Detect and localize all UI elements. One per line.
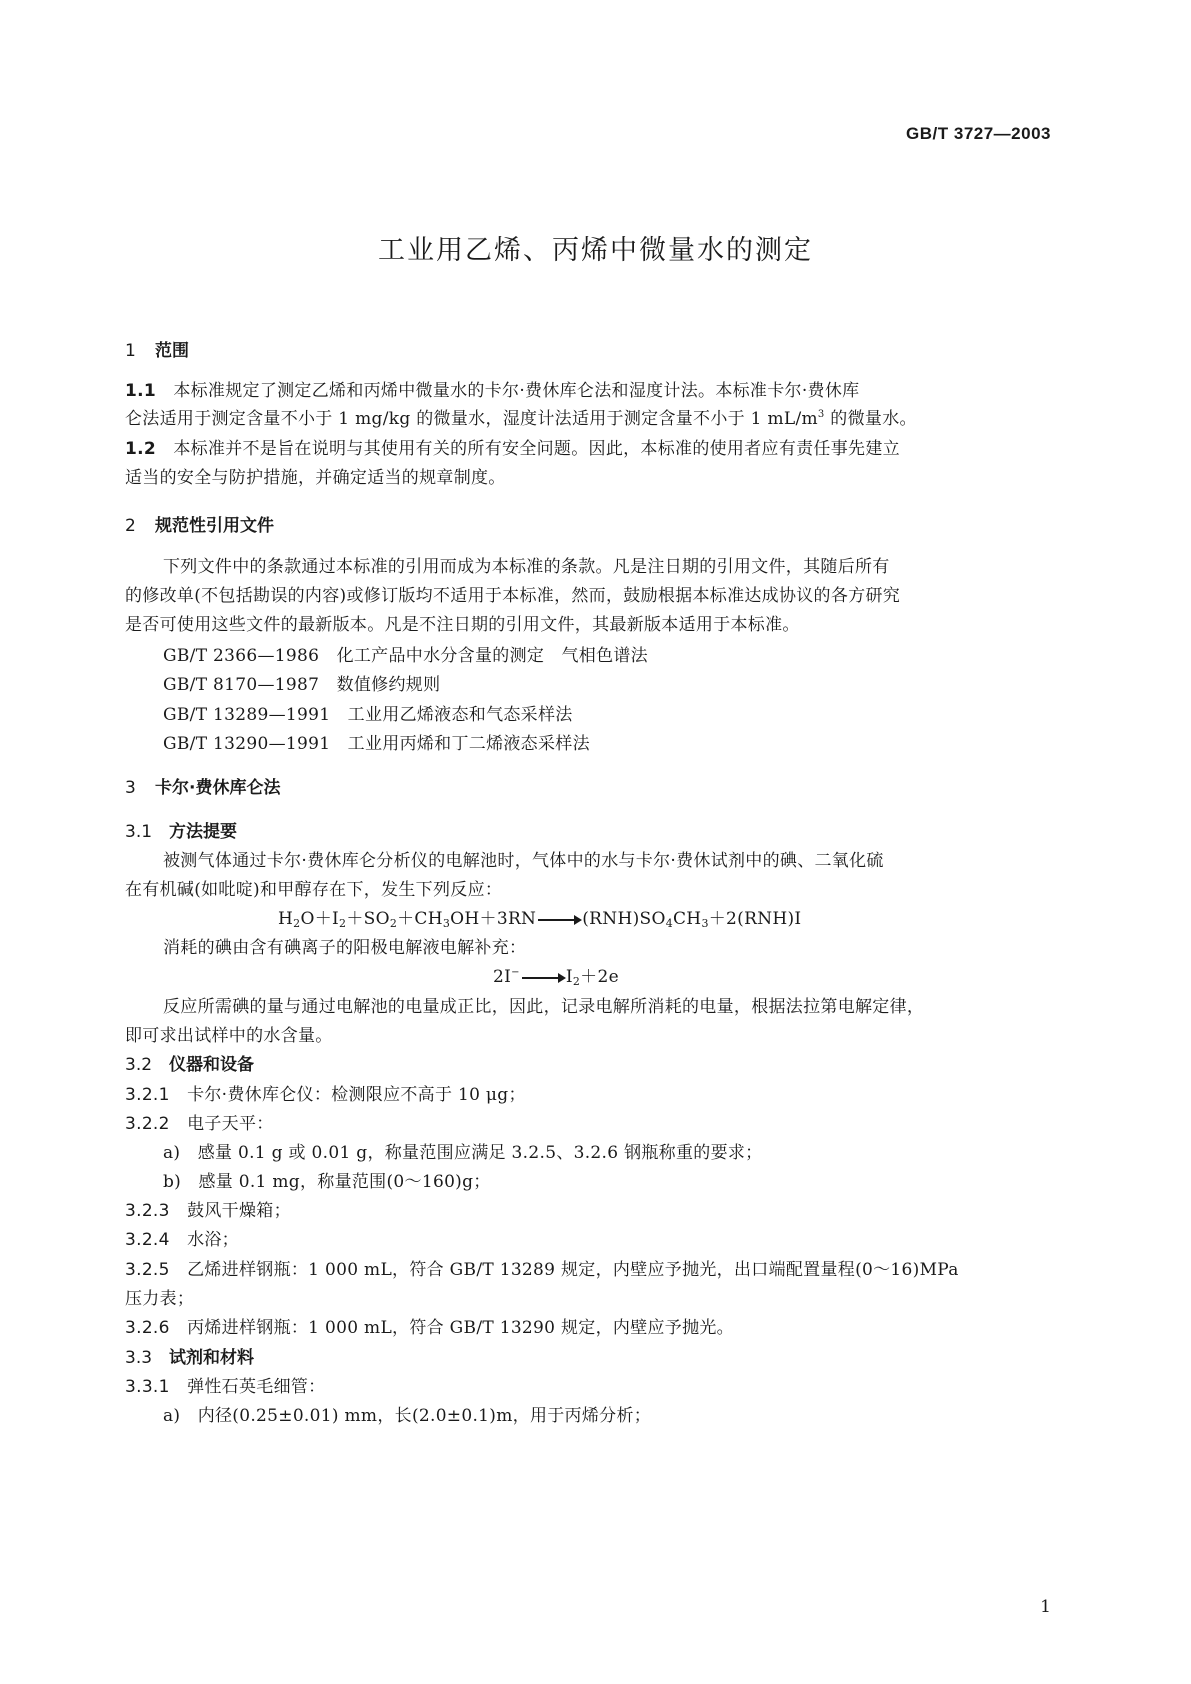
reference-item: GB/T 8170—1987 数值修约规则	[163, 675, 441, 695]
text: 乙烯进样钢瓶：1 000 mL，符合 GB/T 13289 规定，内壁应予抛光，出口端配置量程(0～16)MPa	[187, 1260, 959, 1280]
subsection-title: 试剂和材料	[169, 1348, 255, 1368]
section-number: 2	[125, 516, 136, 536]
paragraph-3-1-line5: 即可求出试样中的水含量。	[125, 1026, 333, 1046]
page-number: 1	[1040, 1597, 1051, 1617]
text: 水浴；	[187, 1230, 239, 1250]
text: 弹性石英毛细管：	[187, 1377, 326, 1397]
eq-part: OH＋3RN	[450, 909, 537, 929]
text: 感量 0.1 mg，称量范围(0～160)g；	[198, 1172, 491, 1192]
section-2-para-line3: 是否可使用这些文件的最新版本。凡是不注日期的引用文件，其最新版本适用于本标准。	[125, 615, 800, 635]
list-item-a	[163, 1138, 762, 1163]
eq-part: I	[565, 967, 573, 987]
eq-part: ＋SO	[346, 909, 390, 929]
clause-3-2-4	[125, 1225, 239, 1250]
clause-number: 3.2	[125, 1055, 153, 1075]
subscript: 2	[572, 975, 581, 988]
eq-part: O＋I	[300, 909, 340, 929]
text: 感量 0.1 g 或 0.01 g，称量范围应满足 3.2.5、3.2.6 钢瓶称重的要求；	[197, 1143, 763, 1163]
eq-part: ＋2e	[580, 967, 619, 987]
subsection-3-1-heading	[125, 817, 237, 842]
clause-3-2-2	[125, 1109, 274, 1134]
text: 卡尔·费休库仑仪：检测限应不高于 10 μg；	[187, 1085, 526, 1105]
text: 电子天平：	[187, 1114, 274, 1134]
paragraph-1-2	[125, 434, 900, 459]
text: 本标准并不是旨在说明与其使用有关的所有安全问题。因此，本标准的使用者应有责任事先建立	[173, 439, 900, 459]
list-item-b	[163, 1167, 491, 1192]
subsection-title: 方法提要	[169, 822, 238, 842]
clause-number: 3.3.1	[125, 1377, 170, 1397]
section-title: 卡尔·费休库仑法	[155, 778, 281, 798]
clause-number: 3.1	[125, 822, 153, 842]
clause-3-2-6	[125, 1313, 734, 1338]
document-title: 工业用乙烯、丙烯中微量水的测定	[378, 235, 813, 266]
subscript: 3	[442, 917, 451, 930]
eq-part: CH	[673, 909, 702, 929]
subscript: 2	[389, 917, 398, 930]
section-2-para-line2: 的修改单(不包括勘误的内容)或修订版均不适用于本标准，然而，鼓励根据本标准达成协议的各方研究	[125, 586, 901, 606]
section-title: 规范性引用文件	[155, 516, 274, 536]
section-title: 范围	[155, 341, 189, 361]
paragraph-3-1-line1: 被测气体通过卡尔·费休库仑分析仪的电解池时，气体中的水与卡尔·费休试剂中的碘、二氧化硫	[163, 851, 884, 871]
subsection-3-3-heading	[125, 1343, 254, 1368]
reaction-arrow-icon	[522, 977, 564, 979]
clause-number: 1.1	[125, 381, 157, 401]
reaction-arrow-icon	[538, 919, 580, 921]
superscript: 3	[817, 409, 825, 420]
section-3-heading	[125, 773, 280, 798]
eq-part: 2I	[493, 967, 512, 987]
subscript: 2	[293, 917, 301, 930]
section-2-heading	[125, 511, 274, 536]
subsection-title: 仪器和设备	[169, 1055, 255, 1075]
section-1-heading	[125, 336, 189, 361]
eq-part: ＋2(RNH)I	[708, 909, 802, 929]
paragraph-3-1-line2: 在有机碱(如吡啶)和甲醇存在下，发生下列反应：	[125, 880, 503, 900]
clause-number: 3.2.5	[125, 1260, 170, 1280]
text: 的微量水。	[824, 409, 917, 429]
paragraph-1-1	[125, 376, 859, 401]
electrolysis-equation	[493, 962, 619, 988]
clause-number: 3.2.6	[125, 1318, 170, 1338]
clause-3-3-1	[125, 1372, 325, 1397]
list-marker: a)	[163, 1143, 181, 1163]
paragraph-1-2-cont: 适当的安全与防护措施，并确定适当的规章制度。	[125, 468, 506, 488]
list-marker: b)	[163, 1172, 182, 1192]
superscript: −	[511, 967, 520, 978]
text: 丙烯进样钢瓶：1 000 mL，符合 GB/T 13290 规定，内壁应予抛光。	[187, 1318, 734, 1338]
section-number: 3	[125, 778, 136, 798]
subscript: 2	[339, 917, 347, 930]
text: 鼓风干燥箱；	[187, 1201, 291, 1221]
reference-item: GB/T 2366—1986 化工产品中水分含量的测定 气相色谱法	[163, 646, 648, 666]
reaction-equation	[278, 904, 801, 930]
reference-item: GB/T 13289—1991 工业用乙烯液态和气态采样法	[163, 705, 573, 725]
eq-part: H	[278, 909, 294, 929]
clause-number: 3.3	[125, 1348, 153, 1368]
section-number: 1	[125, 341, 136, 361]
reference-item: GB/T 13290—1991 工业用丙烯和丁二烯液态采样法	[163, 734, 590, 754]
text: 仑法适用于测定含量不小于 1 mg/kg 的微量水，湿度计法适用于测定含量不小于 1 mL/m	[125, 409, 818, 429]
clause-3-2-5	[125, 1255, 959, 1280]
text: 本标准规定了测定乙烯和丙烯中微量水的卡尔·费休库仑法和湿度计法。本标准卡尔·费休库	[173, 381, 860, 401]
clause-number: 3.2.2	[125, 1114, 170, 1134]
subsection-3-2-heading	[125, 1050, 254, 1075]
clause-number: 3.2.1	[125, 1085, 170, 1105]
clause-number: 3.2.3	[125, 1201, 170, 1221]
paragraph-3-1-line4: 反应所需碘的量与通过电解池的电量成正比，因此，记录电解所消耗的电量，根据法拉第电解定律，	[163, 997, 925, 1017]
list-marker: a)	[163, 1406, 181, 1426]
clause-3-2-1	[125, 1080, 526, 1105]
paragraph-3-1-line3: 消耗的碘由含有碘离子的阳极电解液电解补充：	[163, 938, 527, 958]
text: 内径(0.25±0.01) mm，长(2.0±0.1)m，用于丙烯分析；	[197, 1406, 652, 1426]
section-2-para-line1: 下列文件中的条款通过本标准的引用而成为本标准的条款。凡是注日期的引用文件，其随后所有	[163, 557, 890, 577]
clause-3-2-5-cont: 压力表；	[125, 1289, 195, 1309]
list-item-a	[163, 1401, 651, 1426]
eq-part: (RNH)SO	[582, 909, 666, 929]
clause-3-2-3	[125, 1196, 291, 1221]
standard-number: GB/T 3727—2003	[906, 124, 1051, 143]
subscript: 3	[701, 917, 709, 930]
clause-number: 3.2.4	[125, 1230, 170, 1250]
clause-number: 1.2	[125, 439, 157, 459]
paragraph-1-1-cont	[125, 404, 917, 429]
eq-part: ＋CH	[397, 909, 443, 929]
subscript: 4	[665, 917, 673, 930]
